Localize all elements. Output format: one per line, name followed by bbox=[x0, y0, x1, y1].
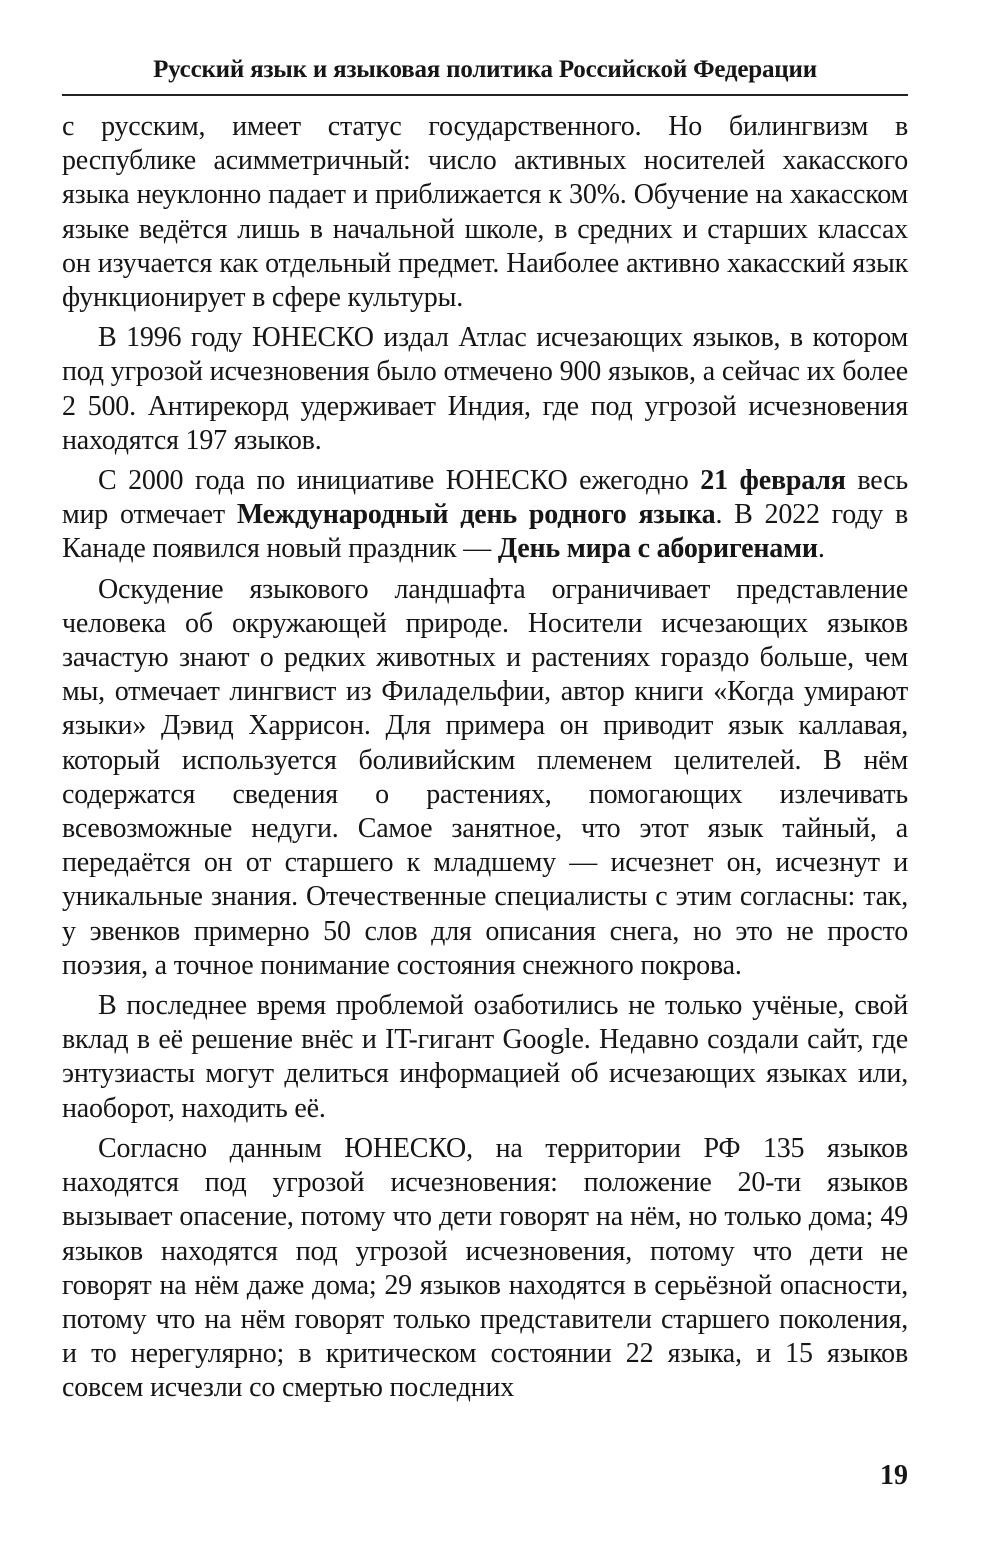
date-bold: 21 февраля bbox=[700, 465, 846, 497]
page-body bbox=[62, 110, 908, 1412]
holiday-name-bold: Международный день родного языка bbox=[236, 499, 716, 531]
text-run: . bbox=[817, 533, 825, 565]
text-run: . В 2022 году в Канаде появился новый праздник — bbox=[62, 499, 909, 565]
paragraph: Согласно данным ЮНЕСКО, на территории РФ 135 языков находятся под угрозой исчезновения: положение 20-ти языков вызывает опасение, потому что дети говорят на нём, но только дома; 49 языков находятся под угрозой исчезновения, потому что дети не говорят на нём даже дома; 29 языков находятся в серьёзной опасности, потому что на нём говорят только представители старшего поколения, и то нерегулярно; в критическом состоянии 22 языка, и 15 языков совсем исчезли со смертью последних bbox=[62, 1132, 908, 1404]
running-header bbox=[62, 48, 908, 96]
text-run: С 2000 года по инициативе ЮНЕСКО ежегодно bbox=[98, 465, 701, 497]
paragraph: В последнее время проблемой озаботились не только учёные, свой вклад в её решение внёс и IT-гигант Google. Недавно создали сайт, где энтузиасты могут делиться информацией об исчезающих языках или, наоборот, находить её. bbox=[62, 990, 908, 1124]
paragraph: с русским, имеет статус государственного. Но билингвизм в республике асимметричный: число активных носителей хакасского языка неуклонно падает и приближается к 30%. Обучение на хакасском языке ведётся лишь в начальной школе, в средних и старших классах он изучается как отдельный предмет. Наиболее активно хакасский язык функционирует в сфере культуры. bbox=[62, 111, 908, 314]
paragraph: В 1996 году ЮНЕСКО издал Атлас исчезающих языков, в котором под угрозой исчезновения было отмечено 900 языков, а сейчас их более 2 500. Антирекорд удерживает Индия, где под угрозой исчезновения находятся 197 языков. bbox=[62, 322, 908, 456]
paragraph: Оскудение языкового ландшафта ограничивает представление человека об окружающей природе. Носители исчезающих языков зачастую знают о редких животных и растениях гораздо больше, чем мы, отмечает лингвист из Филадельфии, автор книги «Когда умирают языки» Дэвид Харрисон. Для примера он приводит язык каллавая, который используется боливийским племенем целителей. В нём содержатся сведения о растениях, помогающих излечивать всевозможные недуги. Самое занятное, что этот язык тайный, а передаётся он от старшего к младшему — исчезнет он, исчезнут и уникальные знания. Отечественные специалисты с этим согласны: так, у эвенков примерно 50 слов для описания снега, но это не просто поэзия, а точное понимание состояния снежного покрова. bbox=[62, 573, 908, 981]
holiday-name-bold: День мира с аборигенами bbox=[497, 533, 818, 565]
paragraph-holidays bbox=[62, 464, 908, 567]
page-number: 19 bbox=[880, 1460, 908, 1491]
text-run: весь мир отмечает bbox=[62, 465, 908, 531]
header-title: Русский язык и языковая политика Российской Федерации bbox=[153, 56, 817, 83]
